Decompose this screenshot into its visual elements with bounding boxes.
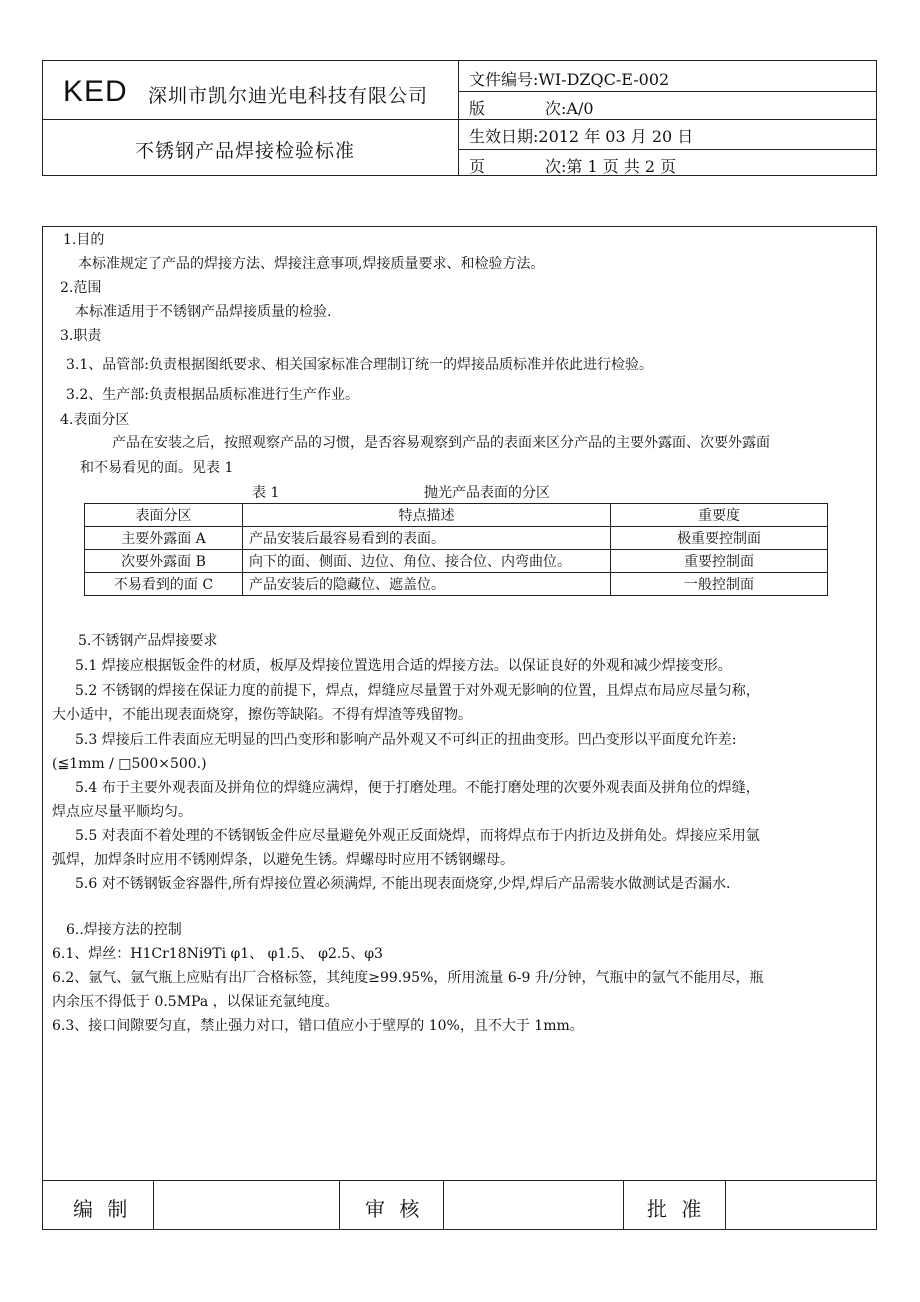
- table-cell: 次要外露面 B: [85, 550, 243, 573]
- table-caption-number: 表 1: [252, 485, 280, 501]
- section-4-text: 和不易看见的面。见表 1: [80, 460, 234, 476]
- table-cell: 不易看到的面 C: [85, 573, 243, 596]
- effective-date: 生效日期:2012 年 03 月 20 日: [469, 127, 694, 146]
- table-row: [85, 550, 828, 573]
- header-divider: [43, 119, 459, 120]
- document-header: [42, 60, 877, 176]
- section-6-title: 6..焊接方法的控制: [66, 922, 182, 938]
- section-4-text: 产品在安装之后，按照观察产品的习惯，是否容易观察到产品的表面来区分产品的主要外露面、次要外露面: [112, 435, 770, 451]
- company-name: 深圳市凯尔迪光电科技有限公司: [148, 85, 429, 107]
- table-cell: 一般控制面: [611, 573, 828, 596]
- company-logo: KED: [63, 75, 128, 108]
- section-5-4: 焊点应尽量平顺均匀。: [52, 804, 192, 820]
- table-cell: 向下的面、侧面、边位、角位、接合位、内弯曲位。: [243, 550, 611, 573]
- table-cell: 产品安装后最容易看到的表面。: [243, 527, 611, 550]
- section-5-1: 5.1 焊接应根据钣金件的材质，板厚及焊接位置选用合适的焊接方法。以保证良好的外观和减少焊接变形。: [75, 658, 732, 674]
- document-title: 不锈钢产品焊接检验标准: [135, 140, 356, 162]
- table-row: [85, 527, 828, 550]
- table-header-row: [85, 504, 828, 527]
- table-header-cell: 重要度: [611, 504, 828, 527]
- section-5-2: 5.2 不锈钢的焊接在保证力度的前提下，焊点，焊缝应尽量置于对外观无影响的位置，且焊点布局应尽量匀称，: [75, 683, 760, 699]
- section-1-text: 本标准规定了产品的焊接方法、焊接注意事项,焊接质量要求、和检验方法。: [78, 256, 545, 272]
- header-divider: [459, 91, 877, 92]
- reviewed-by-label: 审 核: [365, 1197, 424, 1221]
- section-6-2: 内余压不得低于 0.5MPa ，以保证充氩纯度。: [52, 994, 339, 1010]
- footer-divider: [443, 1181, 444, 1229]
- table-cell: 极重要控制面: [611, 527, 828, 550]
- header-divider: [459, 149, 877, 150]
- section-3-title: 3.职责: [60, 328, 102, 344]
- section-1-title: 1.目的: [63, 232, 105, 248]
- content-frame: [42, 226, 877, 1230]
- section-5-3: (≦1mm / □500×500.): [52, 756, 207, 772]
- version-label: 版: [469, 99, 486, 118]
- table-cell: 产品安装后的隐藏位、遮盖位。: [243, 573, 611, 596]
- section-5-title: 5.不锈钢产品焊接要求: [78, 633, 218, 649]
- section-6-3: 6.3、接口间隙要匀直，禁止强力对口，错口值应小于壁厚的 10%，且不大于 1mm。: [52, 1018, 584, 1034]
- page-field: [469, 154, 676, 177]
- page-label: 页: [469, 157, 486, 176]
- section-3-2: 3.2、生产部:负责根据品质标准进行生产作业。: [66, 387, 359, 403]
- section-4-title: 4.表面分区: [60, 412, 130, 428]
- document-number: 文件编号:WI-DZQC-E-002: [469, 70, 670, 89]
- table-cell: 主要外露面 A: [85, 527, 243, 550]
- section-5-2: 大小适中，不能出现表面烧穿，擦伤等缺陷。不得有焊渣等残留物。: [52, 707, 472, 723]
- section-3-1: 3.1、品管部:负责根据图纸要求、相关国家标准合理制订统一的焊接品质标准并依此进行检验。: [66, 357, 653, 373]
- section-5-5: 弧焊，加焊条时应用不锈刚焊条，以避免生锈。焊螺母时应用不锈钢螺母。: [52, 852, 514, 868]
- footer-divider: [339, 1181, 340, 1229]
- table-cell: 重要控制面: [611, 550, 828, 573]
- section-2-text: 本标准适用于不锈钢产品焊接质量的检验.: [75, 304, 332, 320]
- header-divider: [458, 61, 459, 175]
- section-5-6: 5.6 对不锈钢钣金容器件,所有焊接位置必须满焊, 不能出现表面烧穿,少焊,焊后产品需装水做测试是否漏水.: [75, 876, 731, 892]
- page-value: 次:第 1 页 共 2 页: [545, 157, 677, 176]
- table-row: [85, 573, 828, 596]
- footer-divider: [153, 1181, 154, 1229]
- approved-by-label: 批 准: [647, 1197, 706, 1221]
- section-5-3: 5.3 焊接后工件表面应无明显的凹凸变形和影响产品外观又不可纠正的扭曲变形。凹凸变形以平面度允许差:: [75, 732, 737, 748]
- version-field: [469, 96, 594, 119]
- section-5-4: 5.4 布于主要外观表面及拼角位的焊缝应满焊，便于打磨处理。不能打磨处理的次要外观表面及拼角位的焊缝，: [75, 780, 760, 796]
- surface-zone-table: [84, 503, 828, 596]
- section-2-title: 2.范围: [60, 280, 102, 296]
- table-caption-title: 抛光产品表面的分区: [424, 485, 550, 501]
- table-header-cell: 特点描述: [243, 504, 611, 527]
- header-divider: [459, 119, 877, 120]
- prepared-by-label: 编 制: [73, 1197, 132, 1221]
- section-5-5: 5.5 对表面不着处理的不锈钢钣金件应尽量避免外观正反面烧焊，而将焊点布于内折边及拼角处。焊接应采用氩: [75, 828, 760, 844]
- signature-footer: [42, 1180, 877, 1230]
- section-6-1: 6.1、焊丝：H1Cr18Ni9Ti φ1、 φ1.5、 φ2.5、φ3: [52, 946, 383, 962]
- section-6-2: 6.2、氩气、氩气瓶上应贴有出厂合格标签，其纯度≥99.95%，所用流量 6-9 升/分钟，气瓶中的氩气不能用尽，瓶: [52, 970, 764, 986]
- table-header-cell: 表面分区: [85, 504, 243, 527]
- version-value: 次:A/0: [545, 99, 594, 118]
- footer-divider: [725, 1181, 726, 1229]
- footer-divider: [623, 1181, 624, 1229]
